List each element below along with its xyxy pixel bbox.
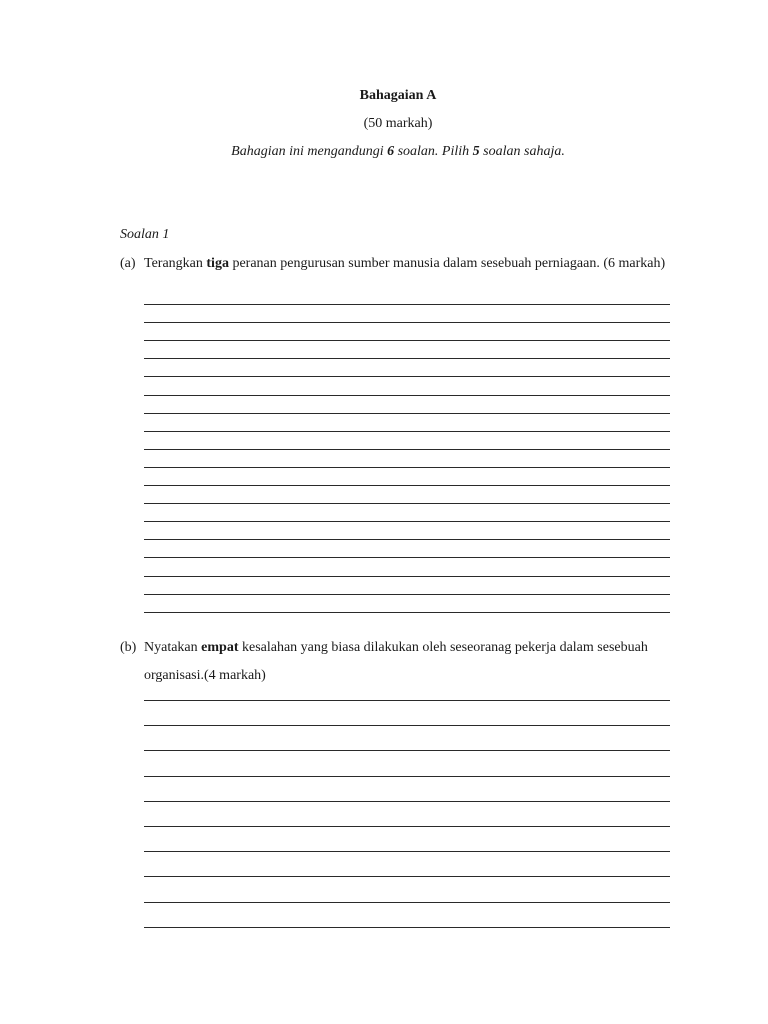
question-part-a	[120, 254, 680, 274]
answer-line[interactable]	[144, 700, 670, 701]
part-b-text-end: kesalahan yang biasa dilakukan oleh seseoranag pekerja dalam sesebuah organisasi.(4 markah)	[144, 640, 648, 683]
instruction-text: soalan. Pilih	[394, 144, 473, 159]
answer-line[interactable]	[144, 776, 670, 777]
answer-line[interactable]	[144, 876, 670, 877]
answer-line[interactable]	[144, 902, 670, 903]
answer-line[interactable]	[144, 521, 670, 522]
answer-line[interactable]	[144, 927, 670, 928]
answer-line[interactable]	[144, 503, 670, 504]
part-a-label: (a)	[120, 256, 136, 271]
section-marks: (50 markah)	[363, 116, 433, 131]
answer-line[interactable]	[144, 467, 670, 468]
answer-line[interactable]	[144, 449, 670, 450]
answer-line[interactable]	[144, 826, 670, 827]
part-a-text-start: Terangkan	[144, 256, 207, 271]
instruction-answer-count: 5	[472, 144, 480, 159]
answer-line[interactable]	[144, 612, 670, 613]
instruction-text: Bahagian ini mengandungi	[231, 144, 388, 159]
part-a-text-end: peranan pengurusan sumber manusia dalam sesebuah perniagaan. (6 markah)	[228, 256, 666, 271]
answer-line[interactable]	[144, 395, 670, 396]
answer-line[interactable]	[144, 801, 670, 802]
answer-line[interactable]	[144, 750, 670, 751]
answer-line[interactable]	[144, 376, 670, 377]
part-b-keyword: empat	[201, 640, 239, 655]
part-b-text-start: Nyatakan	[144, 640, 202, 655]
answer-line[interactable]	[144, 576, 670, 577]
answer-line[interactable]	[144, 413, 670, 414]
instruction-question-count: 6	[387, 144, 395, 159]
answer-line[interactable]	[144, 322, 670, 323]
answer-line[interactable]	[144, 539, 670, 540]
answer-line[interactable]	[144, 340, 670, 341]
question-part-b	[120, 634, 680, 690]
part-b-label: (b)	[120, 640, 137, 655]
answer-line[interactable]	[144, 594, 670, 595]
section-title: Bahagaian A	[359, 88, 437, 103]
answer-line[interactable]	[144, 557, 670, 558]
question-heading: Soalan 1	[120, 227, 170, 242]
answer-line[interactable]	[144, 851, 670, 852]
instruction-text: soalan sahaja.	[479, 144, 565, 159]
answer-line[interactable]	[144, 485, 670, 486]
part-a-text	[144, 254, 680, 274]
answer-line[interactable]	[144, 725, 670, 726]
section-instruction	[0, 144, 768, 160]
answer-line[interactable]	[144, 304, 670, 305]
part-a-keyword: tiga	[206, 256, 229, 271]
part-b-text	[144, 634, 680, 690]
answer-line[interactable]	[144, 358, 670, 359]
answer-line[interactable]	[144, 431, 670, 432]
